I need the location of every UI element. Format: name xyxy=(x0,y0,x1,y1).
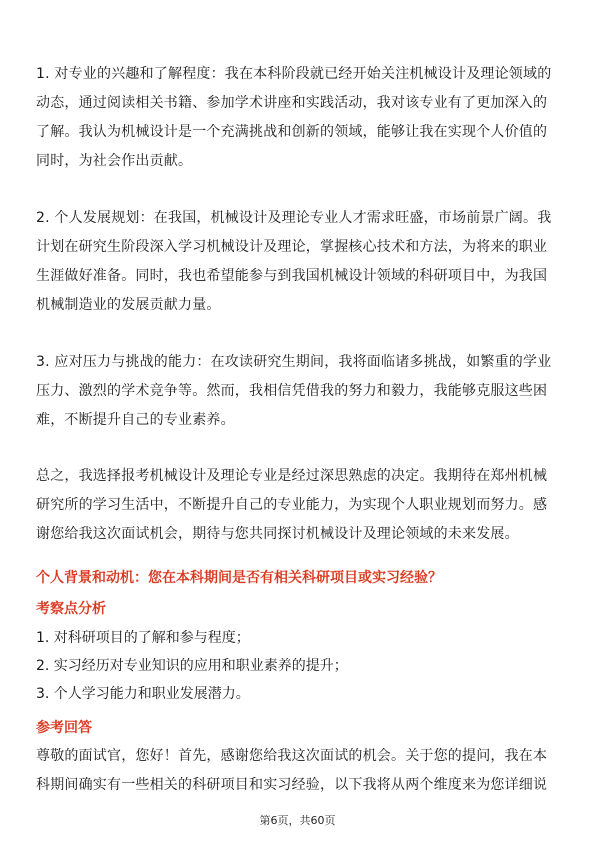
paragraph-line: 难，不断提升自己的专业素养。 xyxy=(36,412,235,428)
answer-line: 科期间确实有一些相关的科研项目和实习经验，以下我将从两个维度来为您详细说 xyxy=(36,777,548,793)
analysis-heading: 考察点分析 xyxy=(36,601,106,617)
paragraph-line: 1. 对专业的兴趣和了解程度：我在本科阶段就已经开始关注机械设计及理论领域的 xyxy=(36,66,552,82)
paragraph-line: 2. 个人发展规划：在我国，机械设计及理论专业人才需求旺盛，市场前景广阔。我 xyxy=(36,210,552,226)
paragraph-line: 总之，我选择报考机械设计及理论专业是经过深思熟虑的决定。我期待在郑州机械 xyxy=(36,468,548,484)
page-number: 第6页，共60页 xyxy=(259,814,336,827)
paragraph-pressure xyxy=(36,348,560,435)
list-item: 3. 个人学习能力和职业发展潜力。 xyxy=(36,686,250,702)
paragraph-line: 3. 应对压力与挑战的能力：在攻读研究生期间，我将面临诸多挑战，如繁重的学业 xyxy=(36,354,552,370)
paragraph-line: 研究所的学习生活中，不断提升自己的专业能力，为实现个人职业规划而努力。感 xyxy=(36,497,548,513)
paragraph-line: 计划在研究生阶段深入学习机械设计及理论，掌握核心技术和方法，为将来的职业 xyxy=(36,239,548,255)
paragraph-line: 生涯做好准备。同时，我也希望能参与到我国机械设计领域的科研项目中，为我国 xyxy=(36,268,548,284)
paragraph-line: 机械制造业的发展贡献力量。 xyxy=(36,297,221,313)
paragraph-line: 动态，通过阅读相关书籍、参加学术讲座和实践活动，我对该专业有了更加深入的 xyxy=(36,95,548,111)
list-item: 2. 实习经历对专业知识的应用和职业素养的提升； xyxy=(36,658,348,674)
paragraph-line: 了解。我认为机械设计是一个充满挑战和创新的领域，能够让我在实现个人价值的 xyxy=(36,124,548,140)
paragraph-career-plan xyxy=(36,204,560,320)
analysis-list xyxy=(36,624,348,708)
paragraph-line: 同时，为社会作出贡献。 xyxy=(36,153,193,169)
paragraph-line: 谢您给我这次面试机会，期待与您共同探讨机械设计及理论领域的未来发展。 xyxy=(36,526,519,542)
paragraph-conclusion xyxy=(36,462,560,549)
list-item: 1. 对科研项目的了解和参与程度； xyxy=(36,630,250,646)
answer-heading: 参考回答 xyxy=(36,720,92,736)
paragraph-interest xyxy=(36,60,560,176)
paragraph-line: 压力、激烈的学术竞争等。然而，我相信凭借我的努力和毅力，我能够克服这些困 xyxy=(36,383,548,399)
answer-text xyxy=(36,742,560,800)
answer-line: 尊敬的面试官，您好！首先，感谢您给我这次面试的机会。关于您的提问，我在本 xyxy=(36,748,548,764)
question-title: 个人背景和动机：您在本科期间是否有相关科研项目或实习经验？ xyxy=(36,570,442,586)
